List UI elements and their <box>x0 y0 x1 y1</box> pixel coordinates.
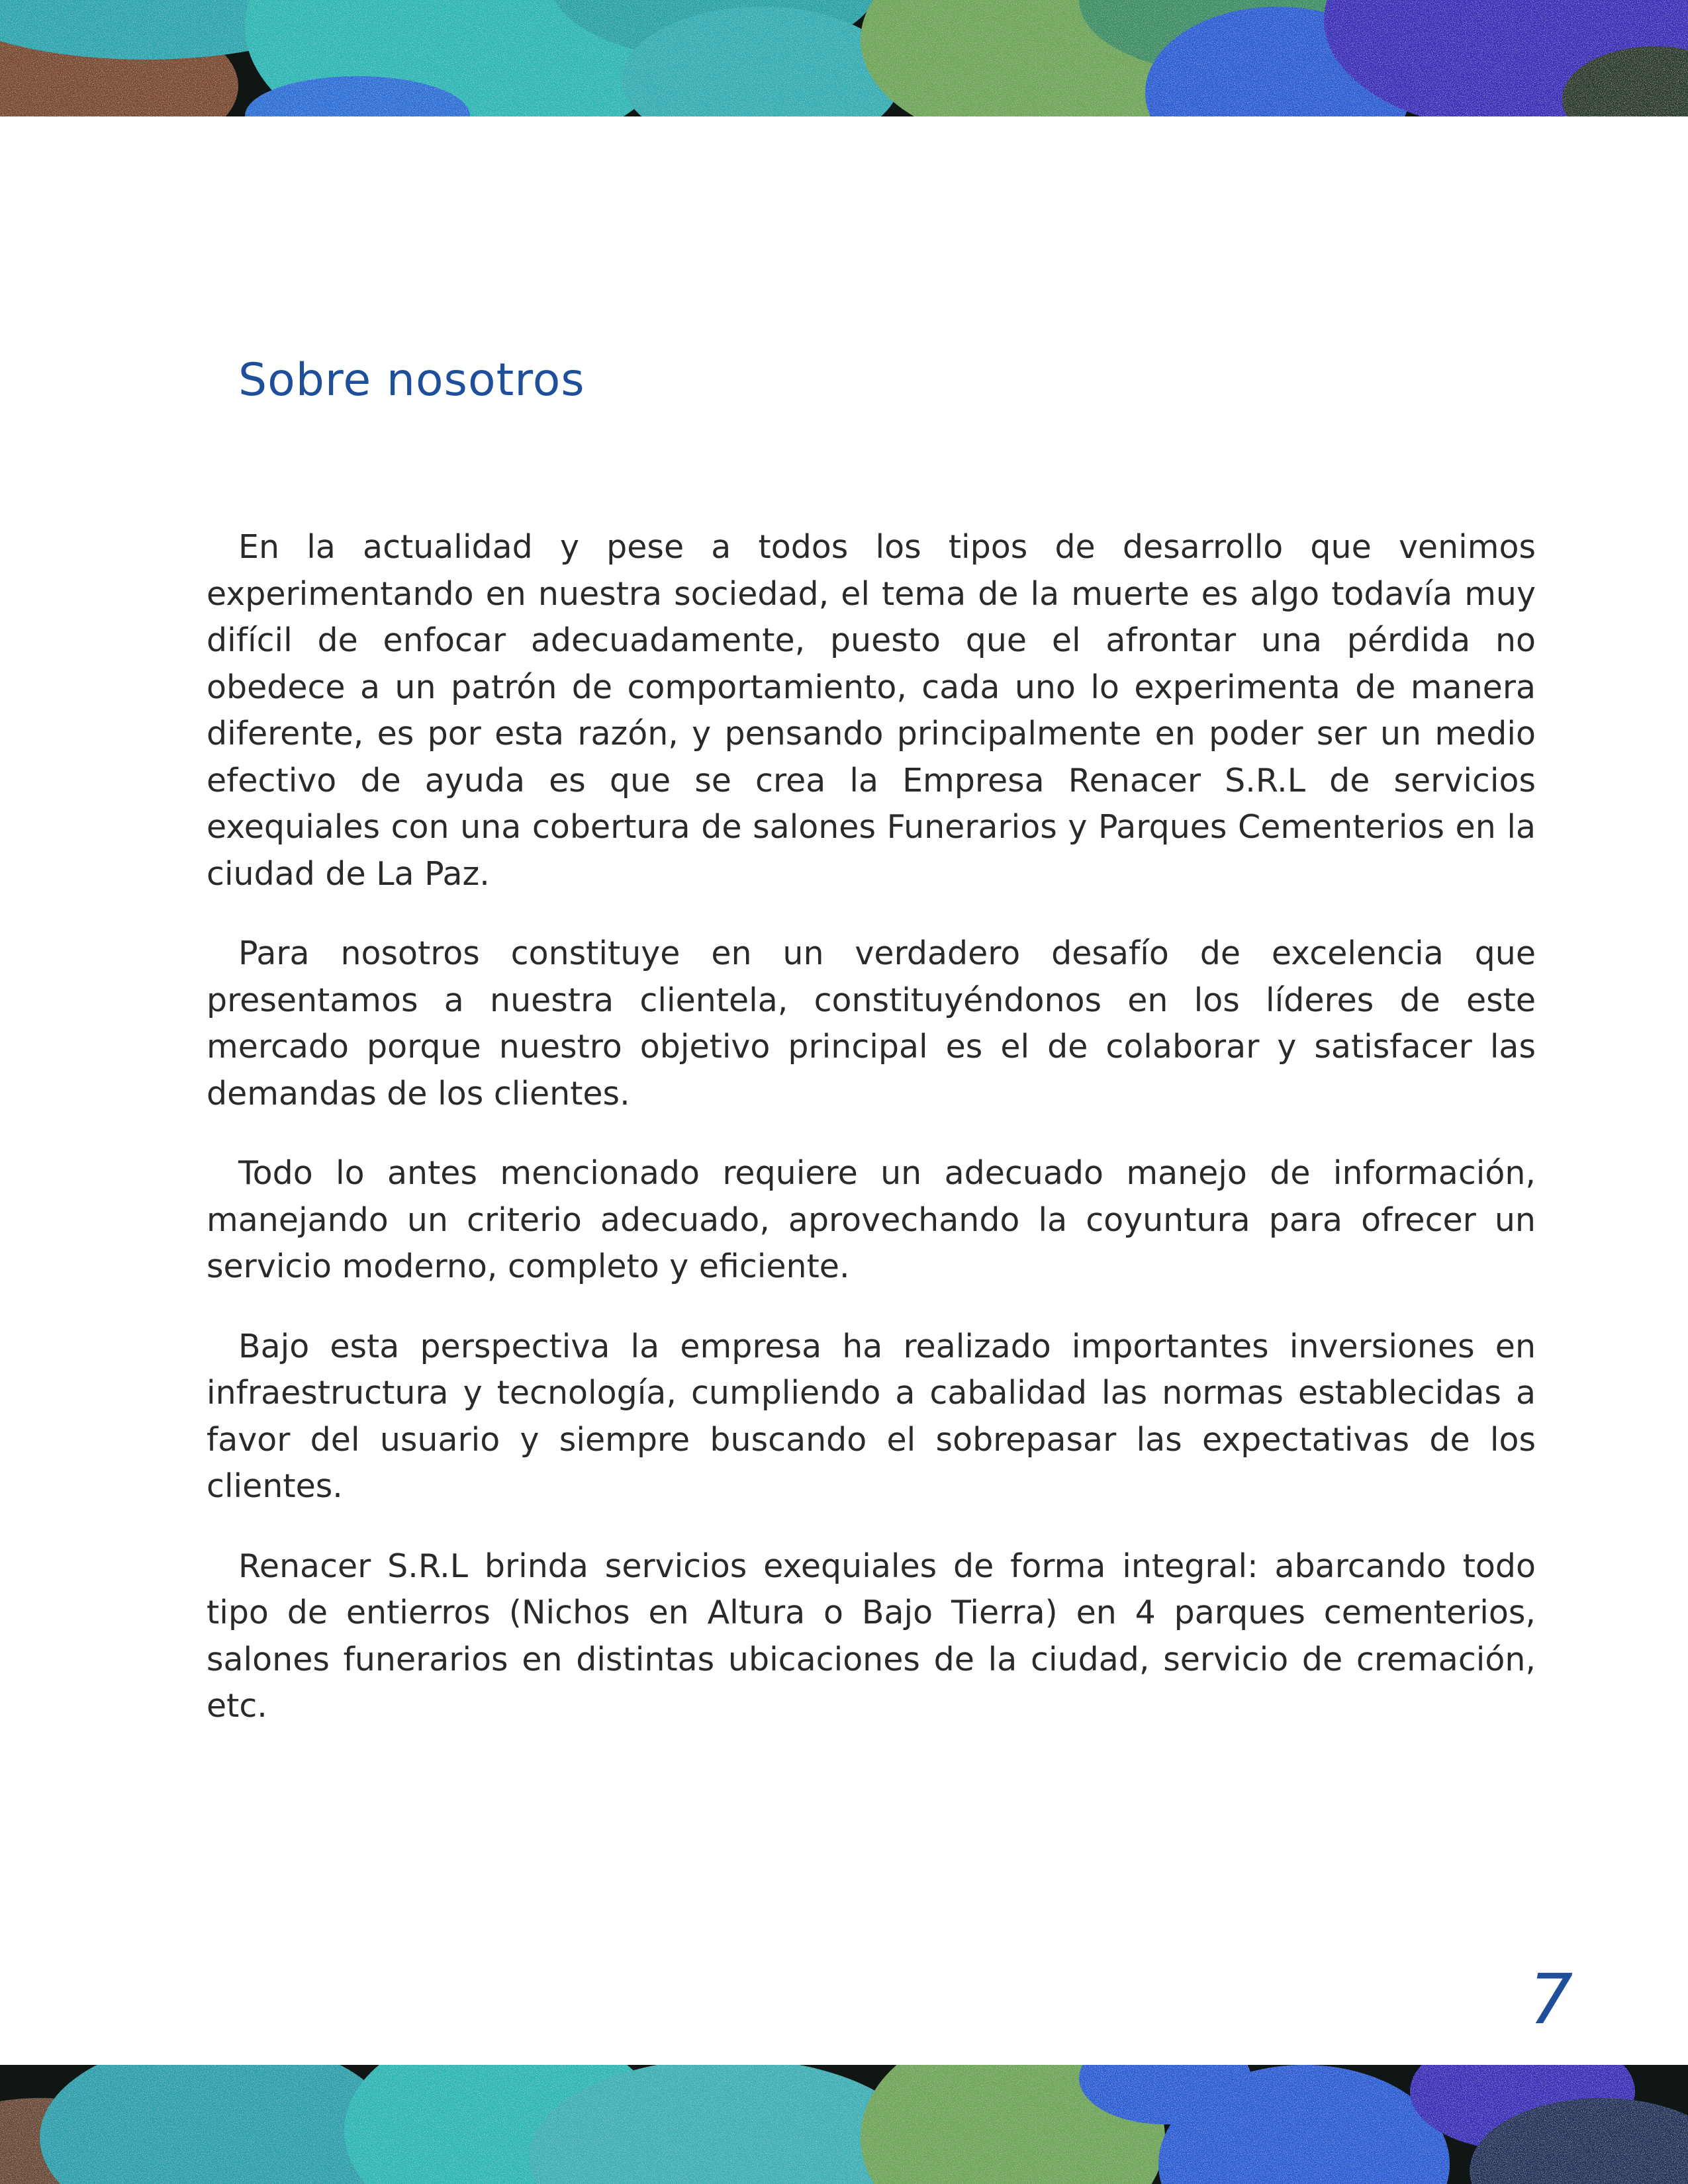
paragraph: Para nosotros constituye en un verdadero desafío de excelencia que presentamos a nuestra clientela, constituyéndonos en los líderes de este mercado porque nuestro objetivo principal es el de colaborar y satisfacer las demandas de los clientes. <box>207 934 1536 1113</box>
paragraph: Todo lo antes mencionado requiere un adecuado manejo de información, manejando un criterio adecuado, aprovechando la coyuntura para ofrecer un servicio moderno, completo y eficiente. <box>207 1154 1536 1285</box>
paragraph: Bajo esta perspectiva la empresa ha realizado importantes inversiones en infraestructura y tecnología, cumpliendo a cabalidad las normas establecidas a favor del usuario y siempre buscando el sobrepasar las expectativas de los clientes. <box>207 1327 1536 1505</box>
paragraph: Renacer S.R.L brinda servicios exequiales de forma integral: abarcando todo tipo de entierros (Nichos en Altura o Bajo Tierra) en 4 parques cementerios, salones funerarios en distintas ubicaciones de la ciudad, servicio de cremación, etc. <box>207 1547 1536 1725</box>
stones-image <box>0 2065 1688 2184</box>
body-text <box>207 524 1536 1763</box>
page-title: Sobre nosotros <box>238 354 585 406</box>
page-number: 7 <box>1529 1959 1573 2040</box>
stones-image <box>0 0 1688 116</box>
footer-stones-band <box>0 2065 1688 2184</box>
paragraph: En la actualidad y pese a todos los tipos de desarrollo que venimos experimentando en nuestra sociedad, el tema de la muerte es algo todavía muy difícil de enfocar adecuadamente, puesto que el afrontar una pérdida no obedece a un patrón de comportamiento, cada uno lo experimenta de manera diferente, es por esta razón, y pensando principalmente en poder ser un medio efectivo de ayuda es que se crea la Empresa Renacer S.R.L de servicios exequiales con una cobertura de salones Funerarios y Parques Cementerios en la ciudad de La Paz. <box>207 528 1536 893</box>
header-stones-band <box>0 0 1688 116</box>
